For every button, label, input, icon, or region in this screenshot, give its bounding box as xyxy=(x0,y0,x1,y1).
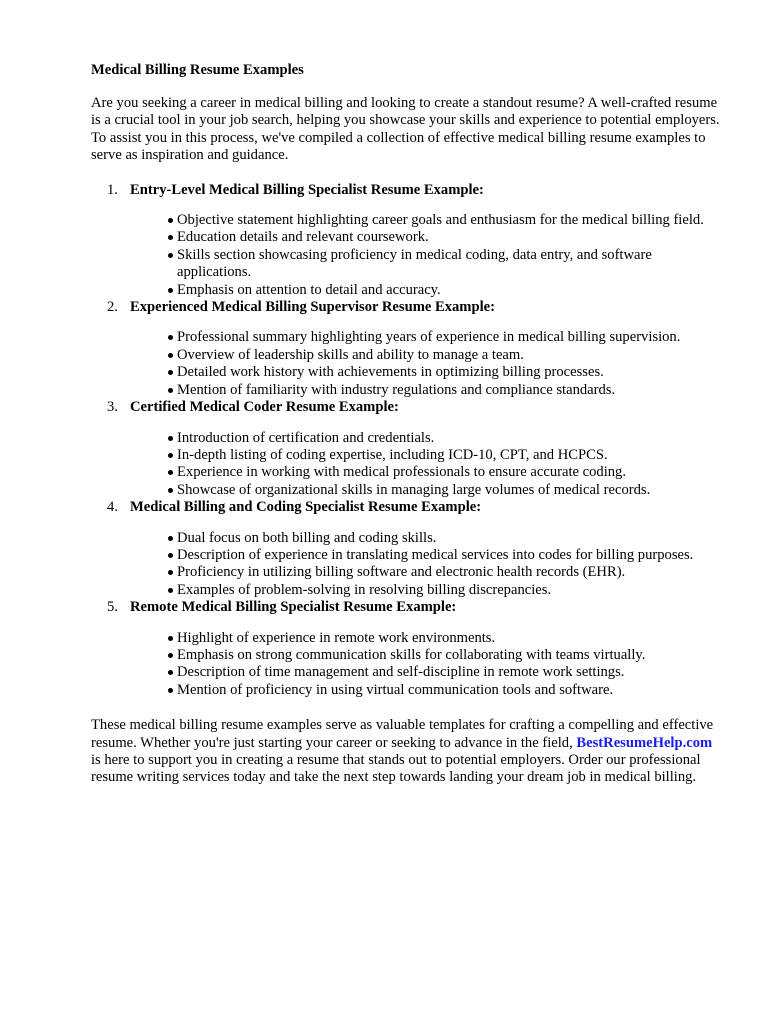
bullet-icon xyxy=(168,235,173,240)
section-number: 2. xyxy=(107,299,118,316)
bullet-icon xyxy=(168,670,173,675)
bullet-item xyxy=(168,212,721,229)
bullet-icon xyxy=(168,488,173,493)
bullet-icon xyxy=(168,636,173,641)
bullet-text: Proficiency in utilizing billing software and electronic health records (EHR). xyxy=(177,564,626,581)
resume-examples-list xyxy=(91,182,721,700)
closing-paragraph xyxy=(91,717,721,787)
bullet-icon xyxy=(168,453,173,458)
bullet-icon xyxy=(168,470,173,475)
bullet-item xyxy=(168,364,721,381)
bullet-icon xyxy=(168,335,173,340)
bullet-item xyxy=(168,430,721,447)
bullet-icon xyxy=(168,388,173,393)
section-item xyxy=(91,182,721,299)
bullet-text: Examples of problem-solving in resolving billing discrepancies. xyxy=(177,581,552,598)
bullet-list xyxy=(130,329,721,399)
bullet-item xyxy=(168,247,721,282)
bullet-icon xyxy=(168,353,173,358)
bullet-icon xyxy=(168,536,173,541)
bullet-text: Experience in working with medical professionals to ensure accurate coding. xyxy=(177,464,627,481)
bullet-text: Description of experience in translating medical services into codes for billing purposes. xyxy=(177,546,694,563)
bullet-text: Overview of leadership skills and ability to manage a team. xyxy=(177,346,524,363)
section-number: 4. xyxy=(107,499,118,516)
intro-paragraph: Are you seeking a career in medical billing and looking to create a standout resume? A well-crafted resume is a crucial tool in your job search, helping you showcase your skills and experience to potential employers. To assist you in this process, we've compiled a collection of effective medical billing resume examples to serve as inspiration and guidance. xyxy=(91,95,720,164)
bullet-icon xyxy=(168,653,173,658)
section-number: 5. xyxy=(107,599,118,616)
bullet-text: Education details and relevant coursework. xyxy=(177,229,429,246)
bullet-item xyxy=(168,530,721,547)
bullet-item xyxy=(168,664,721,681)
bullet-list xyxy=(130,530,721,600)
bullet-text: Introduction of certification and credentials. xyxy=(177,429,435,446)
bullet-item xyxy=(168,630,721,647)
closing-text-start: These medical billing resume examples serve as valuable templates for crafting a compelling and effective resume. Whether you're just starting your career or seeking to advance in the field, xyxy=(91,717,714,751)
closing-text-end: is here to support you in creating a resume that stands out to potential employers. Order our professional resume writing services today and take the next step towards landing your dream job in medical billing. xyxy=(91,752,701,786)
section-heading: Certified Medical Coder Resume Example: xyxy=(130,399,399,416)
bullet-item xyxy=(168,382,721,399)
bullet-text: Detailed work history with achievements in optimizing billing processes. xyxy=(177,364,604,381)
section-heading: Remote Medical Billing Specialist Resume Example: xyxy=(130,599,457,616)
bullet-item xyxy=(168,582,721,599)
document-title: Medical Billing Resume Examples xyxy=(91,62,304,78)
bullet-icon xyxy=(168,218,173,223)
bullet-icon xyxy=(168,588,173,593)
bullet-text: Skills section showcasing proficiency in medical coding, data entry, and software applications. xyxy=(177,246,652,281)
bestresumehelp-link[interactable]: BestResumeHelp.com xyxy=(576,734,713,751)
bullet-icon xyxy=(168,370,173,375)
section-item xyxy=(91,599,721,699)
bullet-text: Mention of familiarity with industry regulations and compliance standards. xyxy=(177,381,616,398)
bullet-text: Emphasis on strong communication skills for collaborating with teams virtually. xyxy=(177,646,646,663)
bullet-text: Showcase of organizational skills in managing large volumes of medical records. xyxy=(177,481,651,498)
bullet-item xyxy=(168,282,721,299)
bullet-text: Highlight of experience in remote work environments. xyxy=(177,629,496,646)
bullet-icon xyxy=(168,436,173,441)
bullet-text: Emphasis on attention to detail and accuracy. xyxy=(177,281,441,298)
bullet-item xyxy=(168,229,721,246)
bullet-item xyxy=(168,564,721,581)
section-heading: Experienced Medical Billing Supervisor Resume Example: xyxy=(130,299,495,316)
bullet-item xyxy=(168,464,721,481)
bullet-icon xyxy=(168,553,173,558)
bullet-text: Objective statement highlighting career goals and enthusiasm for the medical billing field. xyxy=(177,212,704,229)
bullet-item xyxy=(168,682,721,699)
section-number: 3. xyxy=(107,399,118,416)
bullet-item xyxy=(168,347,721,364)
bullet-text: Description of time management and self-discipline in remote work settings. xyxy=(177,664,625,681)
bullet-icon xyxy=(168,570,173,575)
bullet-item xyxy=(168,329,721,346)
bullet-item xyxy=(168,547,721,564)
bullet-icon xyxy=(168,253,173,258)
document-page xyxy=(91,61,721,787)
bullet-text: Dual focus on both billing and coding skills. xyxy=(177,529,437,546)
bullet-icon xyxy=(168,688,173,693)
section-item xyxy=(91,299,721,399)
bullet-item xyxy=(168,482,721,499)
bullet-list xyxy=(130,630,721,700)
section-item xyxy=(91,499,721,599)
bullet-text: Mention of proficiency in using virtual communication tools and software. xyxy=(177,681,614,698)
bullet-list xyxy=(130,430,721,500)
section-item xyxy=(91,399,721,499)
bullet-text: In-depth listing of coding expertise, including ICD-10, CPT, and HCPCS. xyxy=(177,446,608,463)
bullet-item xyxy=(168,447,721,464)
section-number: 1. xyxy=(107,181,118,198)
bullet-icon xyxy=(168,288,173,293)
bullet-item xyxy=(168,647,721,664)
bullet-list xyxy=(130,212,721,299)
bullet-text: Professional summary highlighting years of experience in medical billing supervision. xyxy=(177,329,681,346)
section-heading: Medical Billing and Coding Specialist Resume Example: xyxy=(130,499,482,516)
section-heading: Entry-Level Medical Billing Specialist Resume Example: xyxy=(130,181,484,198)
